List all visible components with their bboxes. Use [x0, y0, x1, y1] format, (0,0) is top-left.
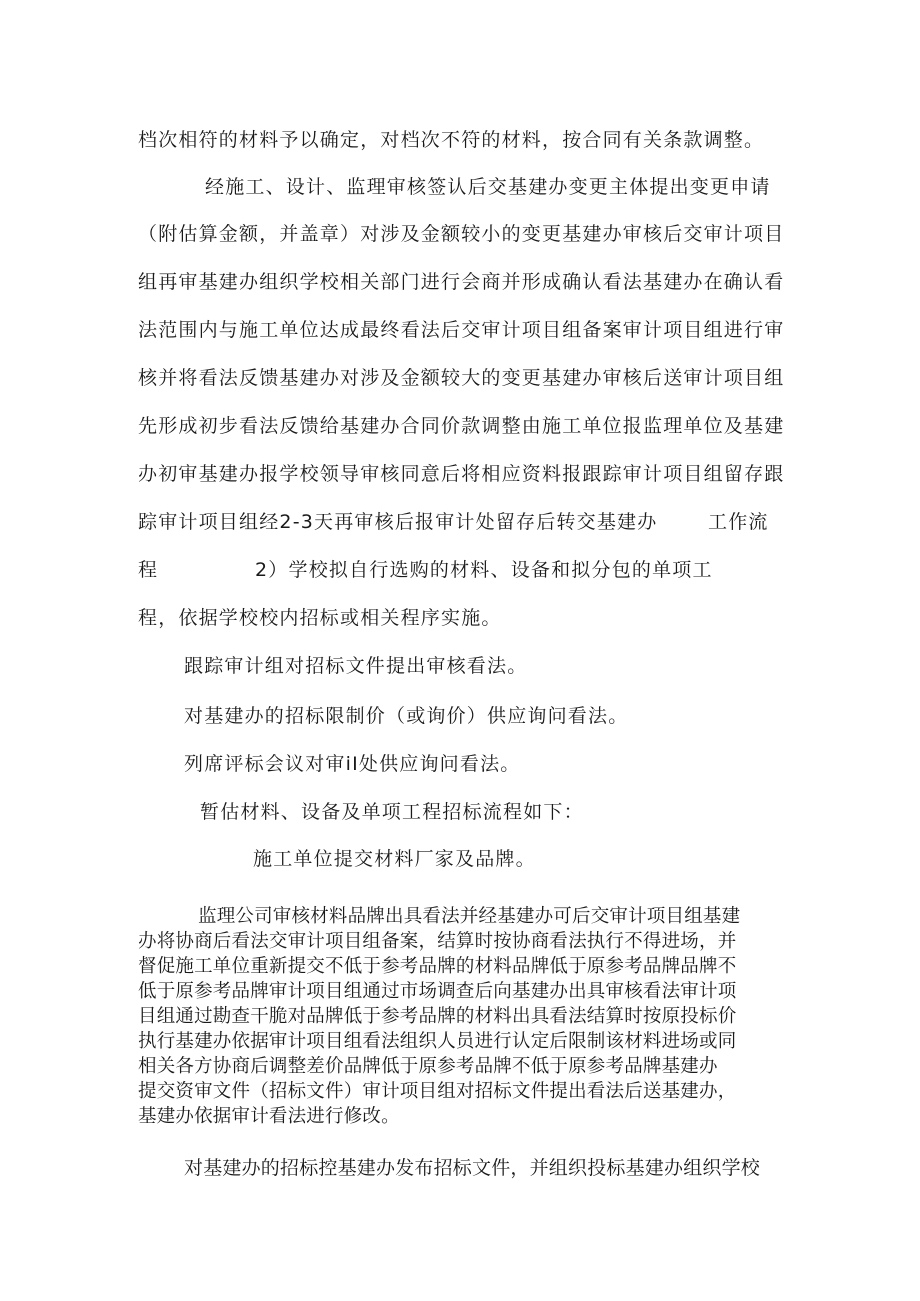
paragraph-line: 核并将看法反馈基建办对涉及金额较大的变更基建办审核后送审计项目组	[138, 367, 785, 389]
paragraph-line: 程	[138, 559, 159, 581]
paragraph-line: 督促施工单位重新提交不低于参考品牌的材料品牌低于原参考品牌品牌不	[138, 956, 737, 977]
paragraph-line: 对基建办的招标限制价（或询价）供应询问看法。	[184, 705, 629, 727]
paragraph-line: 施工单位提交材料厂家及品牌。	[253, 848, 536, 870]
paragraph-line: 办初审基建办报学校领导审核同意后将相应资料报跟踪审计项目组留存跟	[138, 463, 785, 485]
paragraph-line: 组再审基建办组织学校相关部门进行会商并形成确认看法基建办在确认看	[138, 271, 785, 293]
paragraph-line: 踪审计项目组经2-3天再审核后报审计处留存后转交基建办	[138, 511, 658, 533]
paragraph-line: 2）学校拟自行选购的材料、设备和拟分包的单项工	[255, 559, 713, 581]
paragraph-line: 经施工、设计、监理审核签认后交基建办变更主体提出变更申请	[205, 176, 771, 198]
paragraph-line: 相关各方协商后调整差价品牌低于原参考品牌不低于原参考品牌基建办	[138, 1056, 718, 1077]
paragraph-line: 法范围内与施工单位达成最终看法后交审计项目组备案审计项目组进行审	[138, 319, 785, 341]
paragraph-line: 目组通过勘查干脆对品牌低于参考品牌的材料出具看法结算时按原投标价	[138, 1006, 737, 1027]
paragraph-line: 办将协商后看法交审计项目组备案，结算时按协商看法执行不得进场，并	[138, 931, 737, 952]
paragraph-line: 暂估材料、设备及单项工程招标流程如下：	[200, 801, 584, 823]
paragraph-line: 对基建办的招标控基建办发布招标文件，并组织投标基建办组织学校	[184, 1157, 761, 1179]
paragraph-line: 跟踪审计组对招标文件提出审核看法。	[184, 655, 528, 677]
paragraph-line: 执行基建办依据审计项目组看法组织人员进行认定后限制该材料进场或同	[138, 1031, 737, 1052]
paragraph-line: 工作流	[708, 511, 769, 533]
paragraph-line: （附估算金额，并盖章）对涉及金额较小的变更基建办审核后交审计项目	[138, 223, 785, 245]
paragraph-line: 列席评标会议对审iI处供应询问看法。	[184, 753, 521, 775]
paragraph-line: 提交资审文件（招标文件）审计项目组对招标文件提出看法后送基建办，	[138, 1081, 737, 1102]
paragraph-line: 监理公司审核材料品牌出具看法并经基建办可后交审计项目组基建	[198, 906, 741, 927]
paragraph-line: 程，依据学校校内招标或相关程序实施。	[138, 607, 502, 629]
paragraph-line: 档次相符的材料予以确定，对档次不符的材料，按合同有关条款调整。	[138, 129, 765, 151]
paragraph-line: 低于原参考品牌审计项目组通过市场调查后向基建办出具审核看法审计项	[138, 981, 737, 1002]
paragraph-line: 先形成初步看法反馈给基建办合同价款调整由施工单位报监理单位及基建	[138, 415, 785, 437]
paragraph-line: 基建办依据审计看法进行修改。	[138, 1106, 400, 1127]
